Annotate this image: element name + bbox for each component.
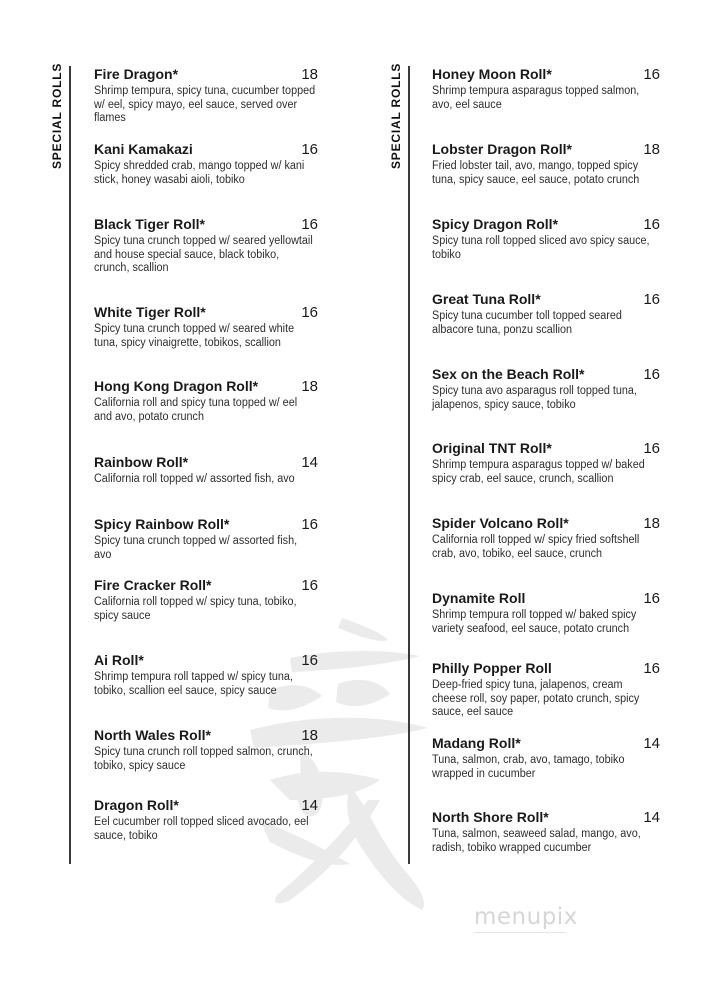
menu-item	[432, 140, 660, 187]
item-description: California roll topped w/ spicy fried softshell crab, avo, tobiko, eel sauce, crunch	[432, 534, 640, 560]
item-price: 16	[643, 660, 660, 677]
item-description: California roll and spicy tuna topped w/ eel and avo, potato crunch	[94, 397, 298, 423]
menu-item	[94, 651, 318, 698]
item-description: California roll topped w/ assorted fish, avo	[94, 473, 295, 485]
item-description: Fried lobster tail, avo, mango, topped spicy tuna, spicy sauce, eel sauce, potato crunch	[432, 160, 640, 186]
item-name: Sex on the Beach Roll*	[432, 366, 585, 382]
menu-item	[432, 215, 660, 262]
item-name: North Wales Roll*	[94, 727, 211, 743]
item-description: Tuna, salmon, seaweed salad, mango, avo, radish, tobiko wrapped cucumber	[432, 828, 641, 854]
item-name: Original TNT Roll*	[432, 440, 552, 456]
item-price: 14	[643, 735, 660, 752]
menu-item	[94, 377, 318, 424]
item-price: 16	[301, 516, 318, 533]
item-name: Dynamite Roll	[432, 590, 526, 606]
item-name: Spicy Dragon Roll*	[432, 216, 559, 232]
item-description: Spicy tuna cucumber toll topped seared albacore tuna, ponzu scallion	[432, 310, 622, 336]
item-description: Shrimp tempura, spicy tuna, cucumber topped w/ eel, spicy mayo, eel sauce, served over flames	[94, 85, 316, 124]
item-price: 18	[643, 141, 660, 158]
item-price: 16	[301, 304, 318, 321]
item-name: Fire Cracker Roll*	[94, 577, 212, 593]
item-description: Shrimp tempura roll topped w/ baked spicy variety seafood, eel sauce, potato crunch	[432, 609, 637, 635]
item-price: 16	[643, 440, 660, 457]
item-name: Lobster Dragon Roll*	[432, 141, 573, 157]
item-price: 16	[643, 216, 660, 233]
item-price: 14	[301, 454, 318, 471]
item-description: Shrimp tempura asparagus topped w/ baked spicy crab, eel sauce, crunch, scallion	[432, 459, 645, 485]
item-price: 14	[643, 809, 660, 826]
item-description: Shrimp tempura roll tapped w/ spicy tuna, tobiko, scallion eel sauce, spicy sauce	[94, 671, 293, 697]
menu-item	[432, 589, 660, 636]
item-name: Madang Roll*	[432, 735, 521, 751]
item-price: 16	[301, 577, 318, 594]
item-description: Deep-fried spicy tuna, jalapenos, cream cheese roll, soy paper, potato crunch, spicy sauce, eel sauce	[432, 679, 640, 718]
item-description: Spicy tuna roll topped sliced avo spicy sauce, tobiko	[432, 235, 650, 261]
item-description: Tuna, salmon, crab, avo, tamago, tobiko wrapped in cucumber	[432, 754, 625, 780]
brand-watermark: menupix	[474, 904, 578, 930]
item-name: Spicy Rainbow Roll*	[94, 516, 230, 532]
menu-item	[94, 515, 318, 562]
brand-underline	[474, 932, 566, 933]
section-label-left: SPECIAL ROLLS	[50, 62, 64, 169]
item-description: Shrimp tempura asparagus topped salmon, avo, eel sauce	[432, 85, 640, 111]
right-column-rule	[408, 66, 410, 864]
item-description: Spicy tuna crunch topped w/ assorted fish, avo	[94, 535, 298, 561]
item-name: Honey Moon Roll*	[432, 66, 552, 82]
item-price: 18	[301, 378, 318, 395]
menu-item	[432, 808, 660, 855]
item-name: Philly Popper Roll	[432, 660, 552, 676]
item-price: 16	[643, 291, 660, 308]
item-description: California roll topped w/ spicy tuna, tobiko, spicy sauce	[94, 596, 297, 622]
item-price: 16	[643, 590, 660, 607]
menu-item	[432, 365, 660, 412]
item-description: Spicy tuna avo asparagus roll topped tuna, jalapenos, spicy sauce, tobiko	[432, 385, 637, 411]
item-price: 16	[301, 652, 318, 669]
menu-item	[432, 514, 660, 561]
item-description: Eel cucumber roll topped sliced avocado, eel sauce, tobiko	[94, 816, 309, 842]
item-price: 16	[301, 141, 318, 158]
item-name: North Shore Roll*	[432, 809, 549, 825]
menu-item	[94, 796, 318, 843]
menu-item	[432, 439, 660, 486]
item-name: Ai Roll*	[94, 652, 144, 668]
menu-item	[94, 453, 318, 487]
menu-item	[94, 215, 318, 276]
item-description: Spicy tuna crunch topped w/ seared yellowtail and house special sauce, black tobiko, crunch, scallion	[94, 235, 313, 274]
item-description: Spicy shredded crab, mango topped w/ kani stick, honey wasabi aioli, tobiko	[94, 160, 305, 186]
menu-item	[432, 734, 660, 781]
menu-item	[94, 140, 318, 187]
menu-item	[94, 726, 318, 773]
item-price: 18	[643, 515, 660, 532]
section-label-right: SPECIAL ROLLS	[389, 62, 403, 169]
item-price: 16	[301, 216, 318, 233]
item-name: Fire Dragon*	[94, 66, 179, 82]
item-price: 18	[301, 66, 318, 83]
item-name: Rainbow Roll*	[94, 454, 189, 470]
menu-item	[432, 659, 660, 720]
item-price: 18	[301, 727, 318, 744]
item-name: White Tiger Roll*	[94, 304, 206, 320]
menu-item	[432, 290, 660, 337]
item-name: Black Tiger Roll*	[94, 216, 206, 232]
item-description: Spicy tuna crunch topped w/ seared white tuna, spicy vinaigrette, tobikos, scallion	[94, 323, 295, 349]
item-name: Hong Kong Dragon Roll*	[94, 378, 259, 394]
item-name: Great Tuna Roll*	[432, 291, 541, 307]
item-name: Kani Kamakazi	[94, 141, 193, 157]
item-name: Dragon Roll*	[94, 797, 179, 813]
menu-item	[94, 576, 318, 623]
item-price: 14	[301, 797, 318, 814]
item-price: 16	[643, 66, 660, 83]
menu-item	[432, 65, 660, 112]
item-name: Spider Volcano Roll*	[432, 515, 569, 531]
menu-item	[94, 65, 318, 126]
left-column-rule	[69, 66, 71, 864]
item-description: Spicy tuna crunch roll topped salmon, crunch, tobiko, spicy sauce	[94, 746, 313, 772]
item-price: 16	[643, 366, 660, 383]
menu-item	[94, 303, 318, 350]
